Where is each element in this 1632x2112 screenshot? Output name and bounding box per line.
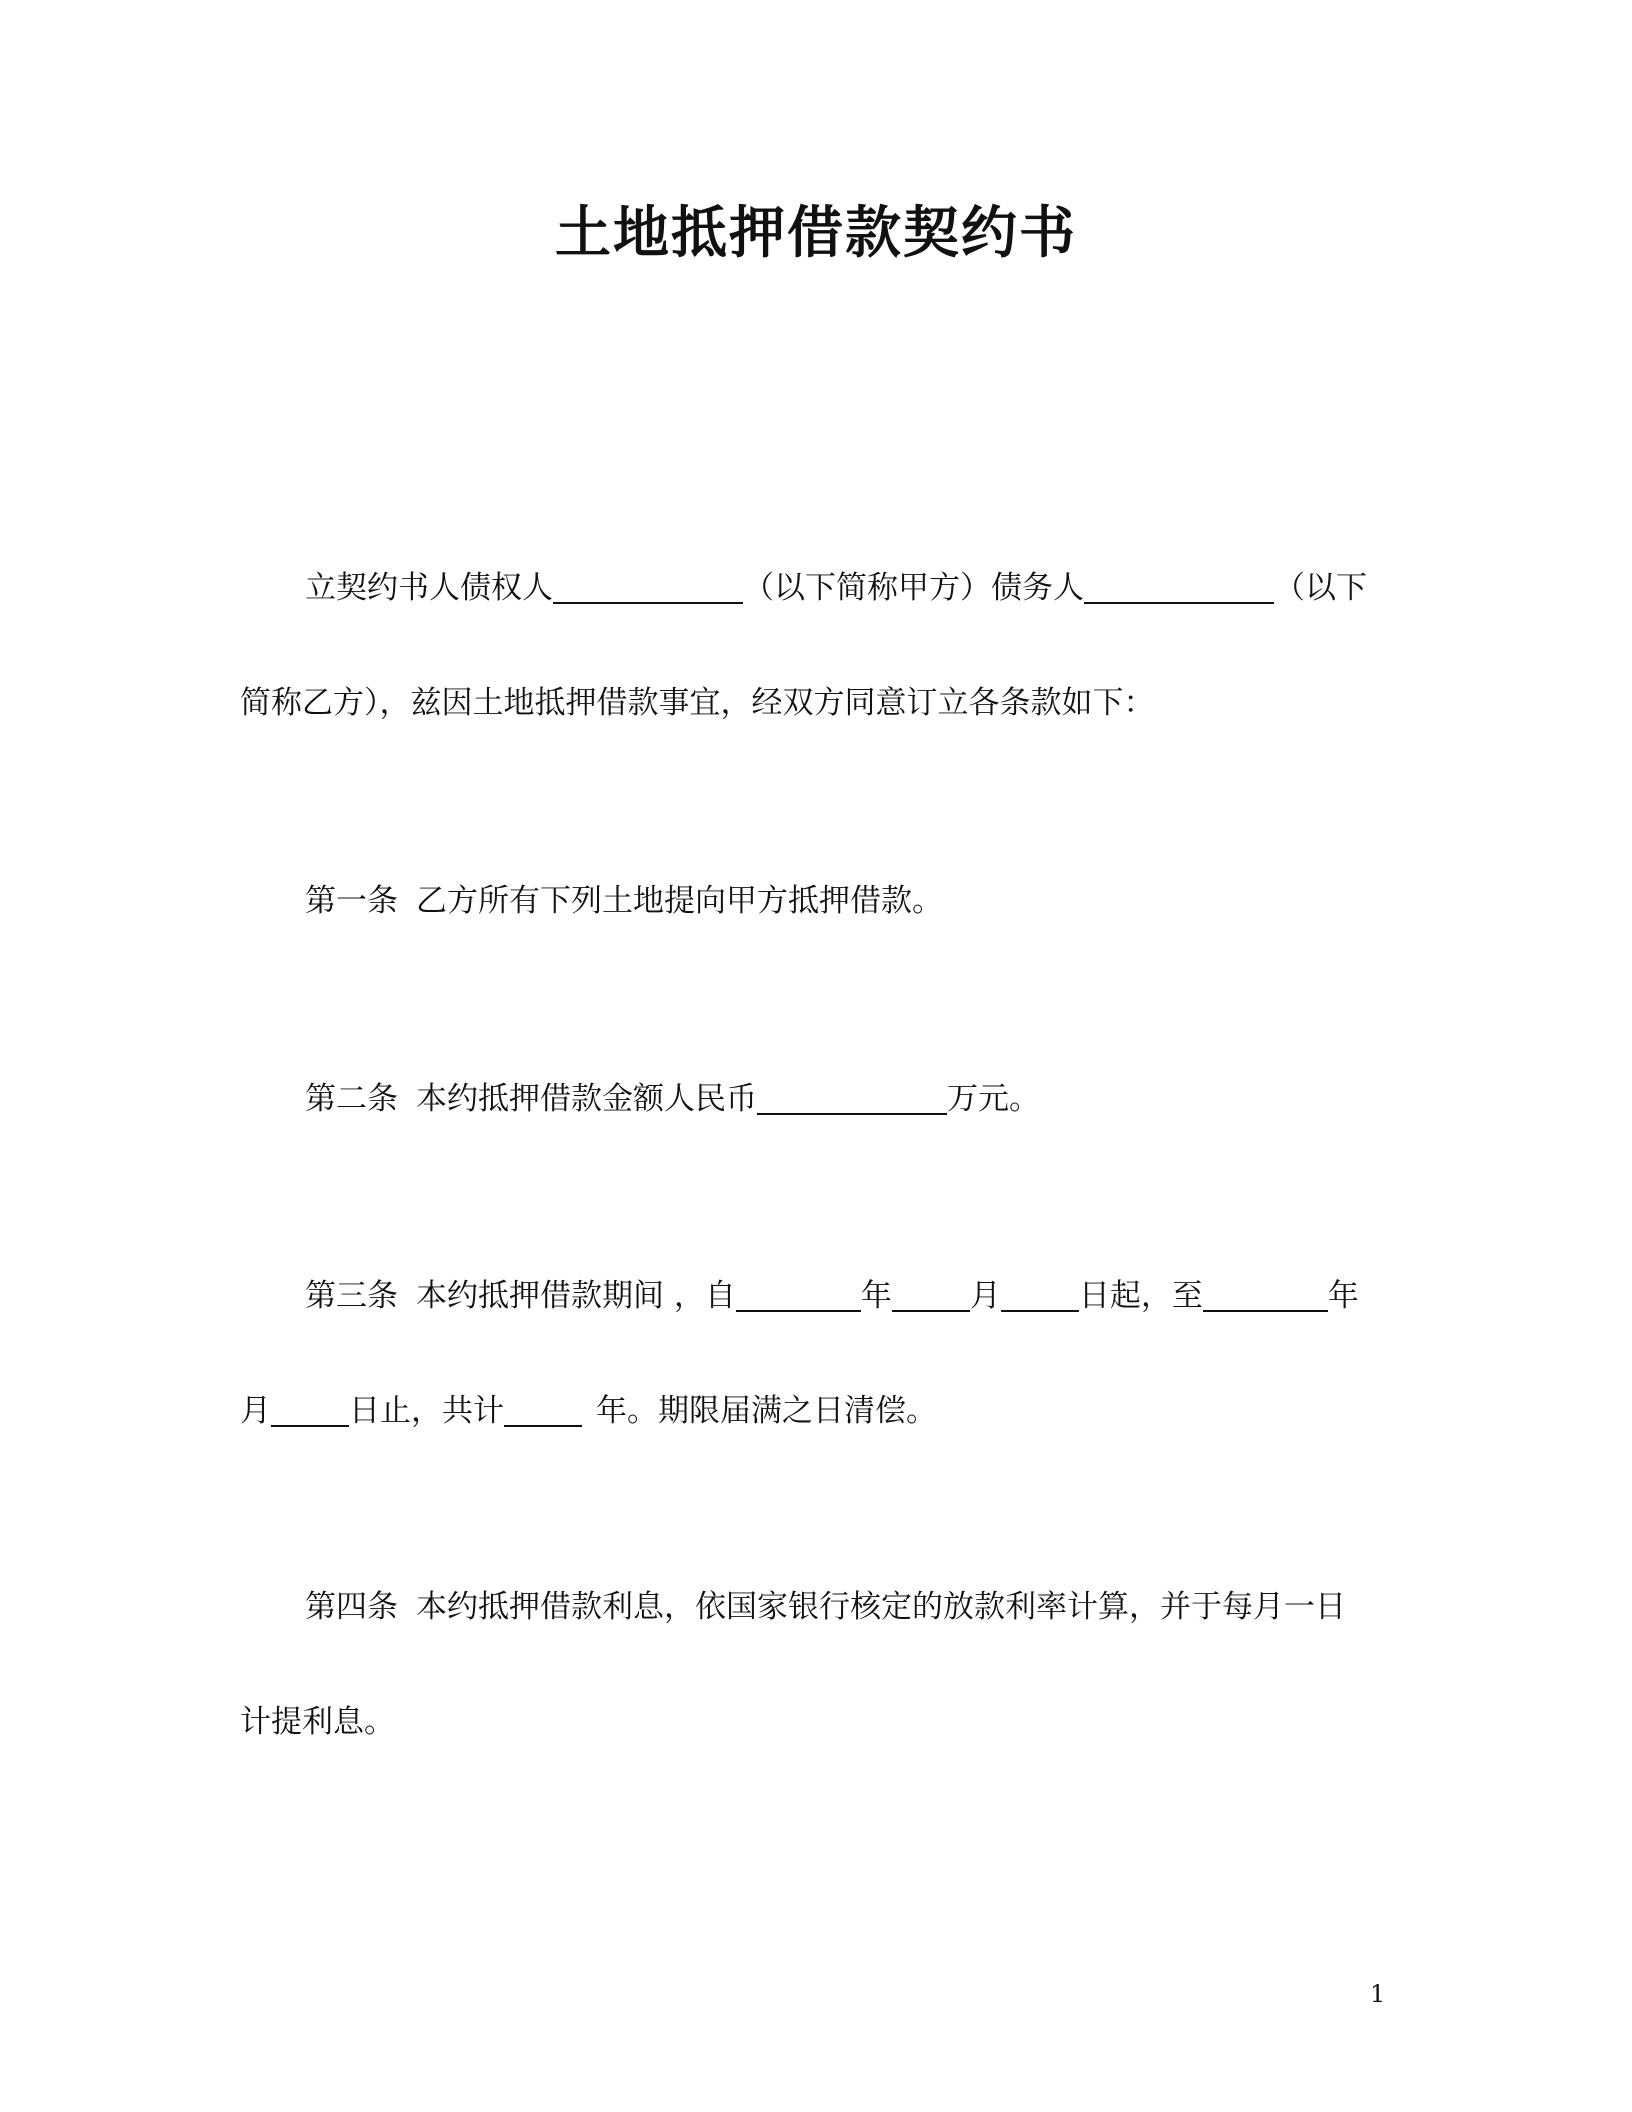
article-3-month2: 月	[240, 1393, 271, 1429]
article-1-text: 乙方所有下列土地提向甲方抵押借款。	[416, 883, 943, 919]
start-year-blank[interactable]	[736, 1280, 861, 1312]
article-2-unit: 万元。	[947, 1081, 1040, 1117]
article-1	[305, 879, 943, 923]
preamble-text-2: （以下简称甲方）债务人	[743, 570, 1084, 606]
preamble-text-3: （以下	[1274, 570, 1367, 606]
article-4-line-1	[305, 1585, 1346, 1629]
article-2	[305, 1077, 1040, 1121]
article-2-label: 第二条	[305, 1081, 398, 1117]
article-3-text: 本约抵押借款期间 ，自	[416, 1278, 736, 1314]
article-3-year2: 年	[1327, 1278, 1359, 1314]
page-number: 1	[1370, 1980, 1386, 2008]
preamble-line-1	[305, 566, 1367, 610]
preamble-text-4: 简称乙方），兹因土地抵押借款事宜，经双方同意订立各条款如下：	[240, 685, 1155, 721]
article-3-day1: 日起，至	[1078, 1278, 1203, 1314]
article-3-line-1	[305, 1274, 1359, 1318]
article-4-line-2	[240, 1700, 395, 1744]
preamble-line-2	[240, 681, 1155, 725]
article-3-line-2	[240, 1389, 937, 1433]
end-day-blank[interactable]	[271, 1395, 349, 1427]
start-month-blank[interactable]	[892, 1280, 970, 1312]
article-2-text: 本约抵押借款金额人民币	[416, 1081, 757, 1117]
preamble-text-1: 立契约书人债权人	[305, 570, 553, 606]
amount-blank[interactable]	[757, 1083, 947, 1115]
article-3-total: 年。期限届满之日清偿。	[596, 1393, 937, 1429]
article-3-year1: 年	[860, 1278, 892, 1314]
total-years-blank[interactable]	[504, 1395, 582, 1427]
article-1-label: 第一条	[305, 883, 398, 919]
creditor-blank[interactable]	[553, 572, 743, 604]
article-4-text: 本约抵押借款利息，依国家银行核定的放款利率计算，并于每月一日	[416, 1589, 1346, 1625]
debtor-blank[interactable]	[1084, 572, 1274, 604]
start-day-blank[interactable]	[1001, 1280, 1079, 1312]
article-4-text-2: 计提利息。	[240, 1704, 395, 1740]
article-3-day2: 日止，共计	[349, 1393, 504, 1429]
article-3-label: 第三条	[305, 1278, 398, 1314]
article-4-label: 第四条	[305, 1589, 398, 1625]
document-title: 土地抵押借款契约书	[555, 201, 1077, 266]
end-year-blank[interactable]	[1203, 1280, 1328, 1312]
article-3-month1: 月	[969, 1278, 1001, 1314]
